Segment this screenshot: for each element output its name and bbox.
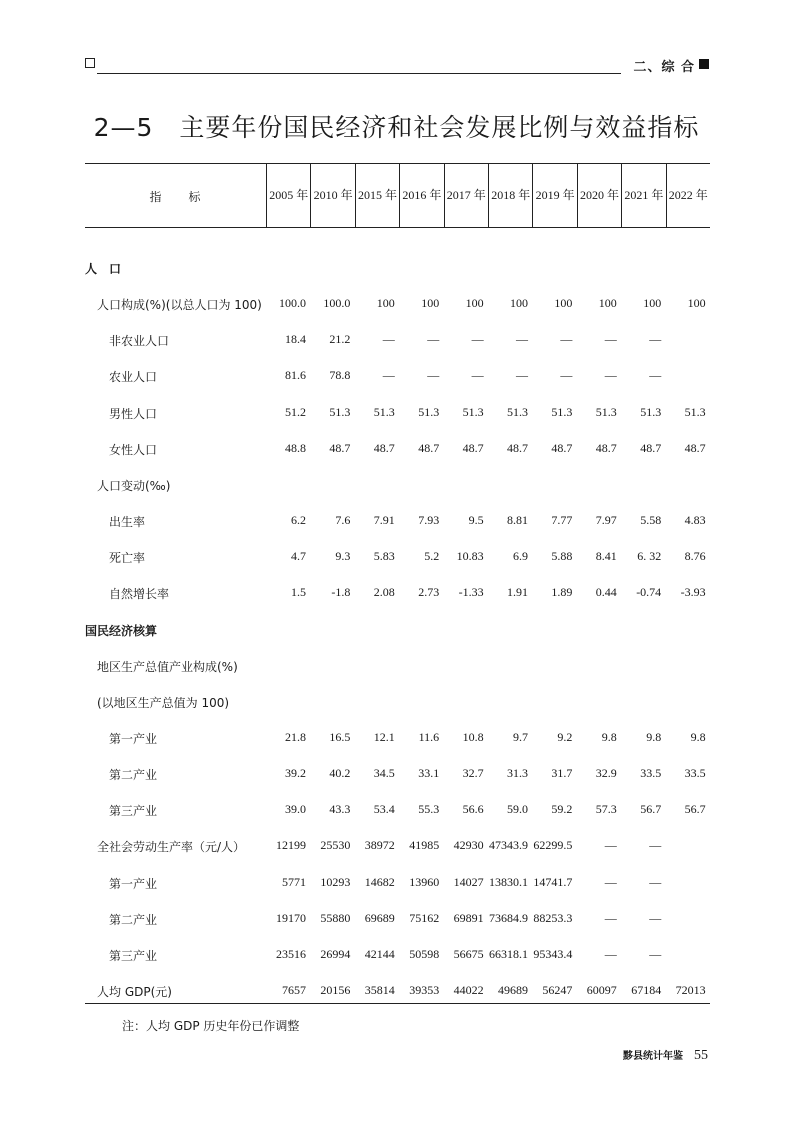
- row-value: 2.08: [373, 585, 395, 600]
- row-value: —: [604, 946, 617, 961]
- row-value: 51.3: [551, 404, 573, 419]
- row-value: 1.91: [507, 585, 528, 600]
- row-value: 48.7: [418, 440, 440, 455]
- row-value: —: [604, 838, 617, 853]
- row-value: 4.7: [291, 549, 306, 564]
- row-value: 7.77: [551, 513, 573, 528]
- row-value: 7.93: [418, 513, 440, 528]
- table-row: [85, 766, 710, 786]
- row-value: 48.7: [640, 440, 662, 455]
- row-value: -3.93: [680, 585, 706, 600]
- row-value: 56.7: [684, 802, 706, 817]
- row-value: 38972: [364, 838, 395, 853]
- row-value: 39353: [409, 983, 440, 997]
- row-value: —: [471, 332, 484, 347]
- row-label: 第三产业: [109, 948, 158, 963]
- row-value: 12199: [276, 838, 306, 853]
- row-value: 4.83: [684, 513, 706, 528]
- row-value: 51.3: [373, 404, 395, 419]
- row-value: 1.89: [551, 585, 573, 600]
- header-square-icon: [699, 59, 709, 69]
- row-value: 57.3: [595, 802, 617, 817]
- row-value: -1.33: [458, 585, 484, 600]
- row-value: 9.8: [601, 729, 617, 744]
- row-value: 55.3: [418, 802, 440, 817]
- row-value: 1.5: [291, 585, 306, 600]
- row-value: 10.8: [462, 729, 484, 744]
- row-value: 23516: [276, 946, 306, 961]
- row-value: 42930: [453, 838, 484, 853]
- year-header: 2017 年: [444, 164, 488, 227]
- row-label: 第二产业: [109, 768, 158, 783]
- publication-name: 黟县统计年鉴: [623, 1051, 683, 1062]
- row-value: 33.5: [640, 766, 662, 781]
- row-value: —: [649, 838, 662, 853]
- row-value: 51.3: [507, 404, 528, 419]
- table-row: [85, 441, 710, 461]
- row-value: 12.1: [373, 729, 395, 744]
- row-value: 19170: [276, 910, 306, 925]
- table-row: [85, 549, 710, 569]
- row-value: —: [427, 368, 440, 383]
- page-footer: [623, 1047, 708, 1064]
- row-value: 33.5: [684, 766, 706, 781]
- row-value: 0.44: [595, 585, 617, 600]
- row-label: 人 口: [85, 262, 122, 276]
- row-value: 100: [554, 296, 573, 311]
- row-value: —: [649, 332, 662, 347]
- row-value: 48.7: [551, 440, 573, 455]
- row-value: 51.3: [640, 404, 662, 419]
- row-value: 35814: [364, 983, 395, 997]
- row-value: 56.6: [462, 802, 484, 817]
- row-value: 7.97: [595, 513, 617, 528]
- row-value: 100: [643, 296, 662, 311]
- row-value: 40.2: [329, 766, 351, 781]
- row-label: 第一产业: [109, 731, 158, 746]
- row-value: 81.6: [285, 368, 306, 383]
- page-number: 55: [694, 1048, 708, 1063]
- row-label: 人口变动(‰): [97, 478, 171, 493]
- row-value: 100: [465, 296, 484, 311]
- row-value: 31.3: [507, 766, 528, 781]
- row-value: 13960: [409, 874, 440, 889]
- row-value: —: [560, 332, 573, 347]
- table-header-rule: [85, 227, 710, 228]
- row-value: —: [427, 332, 440, 347]
- row-value: 42144: [364, 946, 395, 961]
- row-value: 10.83: [456, 549, 484, 564]
- row-label: 第三产业: [109, 804, 158, 819]
- row-value: 10293: [320, 874, 351, 889]
- row-value: 41985: [409, 838, 440, 853]
- row-value: —: [516, 332, 528, 347]
- row-value: 5.2: [424, 549, 440, 564]
- year-header: 2015 年: [355, 164, 399, 227]
- row-value: 51.3: [418, 404, 440, 419]
- table-row: [85, 477, 710, 497]
- row-value: 67184: [631, 983, 662, 997]
- year-header: 2010 年: [310, 164, 354, 227]
- row-value: 26994: [320, 946, 351, 961]
- row-value: 32.7: [462, 766, 484, 781]
- row-value: 43.3: [329, 802, 351, 817]
- header-rule: [97, 73, 621, 74]
- row-value: 5.83: [373, 549, 395, 564]
- row-value: 72013: [675, 983, 706, 997]
- row-value: 66318.1: [489, 946, 528, 961]
- row-value: 60097: [586, 983, 617, 997]
- row-value: 48.7: [329, 440, 351, 455]
- table-row: [85, 368, 710, 388]
- row-value: 8.76: [684, 549, 706, 564]
- row-value: 9.2: [557, 729, 573, 744]
- row-value: —: [649, 946, 662, 961]
- row-label: (以地区生产总值为 100): [97, 695, 230, 710]
- row-value: 39.0: [285, 802, 306, 817]
- table-row: [85, 585, 710, 605]
- row-label: 地区生产总值产业构成(%): [97, 659, 238, 674]
- row-value: 6.9: [513, 549, 528, 564]
- row-value: 18.4: [285, 332, 306, 347]
- row-value: 21.8: [285, 729, 306, 744]
- year-header: 2022 年: [666, 164, 710, 227]
- row-value: 62299.5: [533, 838, 573, 853]
- row-value: 6.2: [291, 513, 306, 528]
- row-value: 50598: [409, 946, 440, 961]
- row-value: 78.8: [329, 368, 351, 383]
- table-row: [85, 622, 710, 642]
- row-label: 全社会劳动生产率（元/人）: [97, 840, 246, 855]
- row-value: 5771: [282, 874, 306, 889]
- table-row: [85, 802, 710, 822]
- row-value: 51.3: [684, 404, 706, 419]
- table-header-row: [85, 164, 710, 227]
- row-value: 9.8: [690, 729, 706, 744]
- row-value: 51.2: [285, 404, 306, 419]
- row-value: —: [382, 368, 395, 383]
- row-label: 出生率: [109, 515, 146, 530]
- row-value: 100: [598, 296, 617, 311]
- row-label: 男性人口: [109, 406, 158, 421]
- row-value: 7.91: [373, 513, 395, 528]
- table-row: [85, 296, 710, 316]
- row-value: 100: [510, 296, 528, 311]
- row-value: 100: [376, 296, 395, 311]
- row-value: 55880: [320, 910, 351, 925]
- row-value: 56.7: [640, 802, 662, 817]
- row-label: 农业人口: [109, 370, 158, 385]
- row-value: —: [604, 368, 617, 383]
- table-row: [85, 730, 710, 750]
- row-value: —: [382, 332, 395, 347]
- row-value: 69891: [453, 910, 484, 925]
- row-value: 33.1: [418, 766, 440, 781]
- row-value: 88253.3: [533, 910, 573, 925]
- row-value: —: [560, 368, 573, 383]
- row-value: 51.3: [462, 404, 484, 419]
- row-value: —: [604, 332, 617, 347]
- row-value: 13830.1: [489, 874, 528, 889]
- year-header: 2016 年: [399, 164, 443, 227]
- row-value: 8.81: [507, 513, 528, 528]
- row-value: 59.2: [551, 802, 573, 817]
- row-value: 7.6: [335, 513, 351, 528]
- row-label: 自然增长率: [109, 587, 170, 602]
- row-value: 100.0: [323, 296, 351, 311]
- row-value: —: [649, 368, 662, 383]
- row-value: 9.5: [468, 513, 484, 528]
- row-value: —: [516, 368, 528, 383]
- table-row: [85, 405, 710, 425]
- row-value: 56675: [453, 946, 484, 961]
- row-value: 73684.9: [489, 910, 528, 925]
- row-value: -0.74: [636, 585, 662, 600]
- row-value: 48.7: [507, 440, 528, 455]
- page-title: 2—5 主要年份国民经济和社会发展比例与效益指标: [93, 113, 700, 142]
- row-label: 第一产业: [109, 876, 158, 891]
- row-value: 95343.4: [533, 946, 573, 961]
- table-row: [85, 875, 710, 895]
- row-value: 9.3: [335, 549, 351, 564]
- row-value: 16.5: [329, 729, 351, 744]
- year-header: 2020 年: [577, 164, 621, 227]
- row-value: 21.2: [329, 332, 351, 347]
- row-label: 死亡率: [109, 551, 146, 566]
- header-section: 二、综 合: [633, 60, 695, 75]
- row-value: -1.8: [331, 585, 351, 600]
- table-row: [85, 838, 710, 858]
- year-header: 2018 年: [488, 164, 532, 227]
- row-value: 48.7: [373, 440, 395, 455]
- row-value: —: [649, 874, 662, 889]
- year-header: 2005 年: [266, 164, 310, 227]
- row-value: 48.7: [595, 440, 617, 455]
- table-row: [85, 947, 710, 967]
- header-box-icon: [85, 58, 95, 68]
- row-value: 32.9: [595, 766, 617, 781]
- row-value: 47343.9: [489, 838, 528, 853]
- row-value: 9.7: [513, 729, 528, 744]
- row-value: 14682: [364, 874, 395, 889]
- row-value: 5.58: [640, 513, 662, 528]
- row-label: 女性人口: [109, 442, 158, 457]
- row-value: 51.3: [595, 404, 617, 419]
- row-value: 100: [687, 296, 706, 311]
- table-row: [85, 911, 710, 931]
- row-value: 34.5: [373, 766, 395, 781]
- row-value: 100.0: [279, 296, 306, 311]
- table-row: [85, 983, 710, 1003]
- table-row: [85, 658, 710, 678]
- row-label: 第二产业: [109, 912, 158, 927]
- year-header: 2019 年: [532, 164, 576, 227]
- year-header: 2021 年: [621, 164, 665, 227]
- row-value: —: [604, 874, 617, 889]
- row-value: 8.41: [595, 549, 617, 564]
- table-row: [85, 694, 710, 714]
- row-value: 48.7: [462, 440, 484, 455]
- table-bottom-rule: [85, 1003, 710, 1004]
- row-value: —: [604, 910, 617, 925]
- row-value: 59.0: [507, 802, 528, 817]
- row-value: 39.2: [285, 766, 306, 781]
- row-value: 51.3: [329, 404, 351, 419]
- table-row: [85, 260, 710, 280]
- row-value: 14741.7: [533, 874, 573, 889]
- row-value: 6. 32: [637, 549, 662, 564]
- row-value: 11.6: [418, 729, 440, 744]
- row-value: 9.8: [646, 729, 662, 744]
- row-value: —: [649, 910, 662, 925]
- row-label: 非农业人口: [109, 334, 170, 349]
- table-row: [85, 513, 710, 533]
- row-value: 56247: [542, 983, 573, 997]
- row-value: 48.8: [285, 440, 306, 455]
- row-value: 14027: [453, 874, 484, 889]
- row-label: 人口构成(%)(以总人口为 100): [97, 298, 262, 313]
- row-value: 100: [421, 296, 440, 311]
- row-value: 53.4: [373, 802, 395, 817]
- row-value: 44022: [453, 983, 484, 997]
- indicator-header: 指 标: [149, 190, 202, 204]
- running-header: [85, 56, 709, 76]
- row-value: 20156: [320, 983, 351, 997]
- row-value: 31.7: [551, 766, 573, 781]
- table-note: 注：人均 GDP 历史年份已作调整: [122, 1019, 300, 1033]
- row-value: 25530: [320, 838, 351, 853]
- row-value: 69689: [364, 910, 395, 925]
- row-value: 49689: [498, 983, 528, 997]
- row-value: 48.7: [684, 440, 706, 455]
- row-label: 人均 GDP(元): [97, 985, 172, 999]
- row-label: 国民经济核算: [85, 623, 158, 638]
- row-value: 7657: [282, 983, 306, 997]
- row-value: 2.73: [418, 585, 440, 600]
- row-value: 5.88: [551, 549, 573, 564]
- table-row: [85, 332, 710, 352]
- row-value: —: [471, 368, 484, 383]
- row-value: 75162: [409, 910, 440, 925]
